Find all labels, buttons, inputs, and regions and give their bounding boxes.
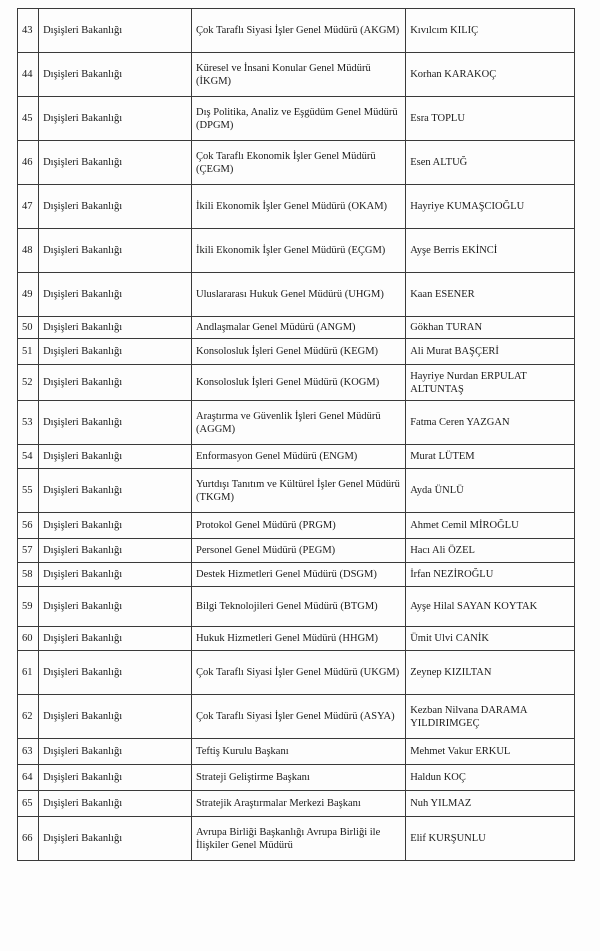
name-cell: Murat LÜTEM bbox=[406, 445, 575, 469]
ministry-cell: Dışişleri Bakanlığı bbox=[39, 791, 192, 817]
table-row bbox=[18, 563, 575, 587]
table-row bbox=[18, 9, 575, 53]
name-cell: Nuh YILMAZ bbox=[406, 791, 575, 817]
ministry-cell: Dışişleri Bakanlığı bbox=[39, 469, 192, 513]
name-cell: Esen ALTUĞ bbox=[406, 141, 575, 185]
name-cell: Hacı Ali ÖZEL bbox=[406, 539, 575, 563]
ministry-cell: Dışişleri Bakanlığı bbox=[39, 97, 192, 141]
unit-cell: Uluslararası Hukuk Genel Müdürü (UHGM) bbox=[192, 273, 406, 317]
name-cell: Ayşe Berris EKİNCİ bbox=[406, 229, 575, 273]
unit-cell: Strateji Geliştirme Başkanı bbox=[192, 765, 406, 791]
row-number: 43 bbox=[18, 9, 39, 53]
table-row bbox=[18, 229, 575, 273]
name-cell: Zeynep KIZILTAN bbox=[406, 651, 575, 695]
ministry-cell: Dışişleri Bakanlığı bbox=[39, 141, 192, 185]
name-cell: Hayriye KUMAŞCIOĞLU bbox=[406, 185, 575, 229]
name-cell: Hayriye Nurdan ERPULAT ALTUNTAŞ bbox=[406, 365, 575, 401]
unit-cell: Teftiş Kurulu Başkanı bbox=[192, 739, 406, 765]
table-row bbox=[18, 513, 575, 539]
unit-cell: Yurtdışı Tanıtım ve Kültürel İşler Genel Müdürü (TKGM) bbox=[192, 469, 406, 513]
row-number: 50 bbox=[18, 317, 39, 339]
unit-cell: Çok Taraflı Siyasi İşler Genel Müdürü (ASYA) bbox=[192, 695, 406, 739]
row-number: 53 bbox=[18, 401, 39, 445]
row-number: 59 bbox=[18, 587, 39, 627]
unit-cell: Destek Hizmetleri Genel Müdürü (DSGM) bbox=[192, 563, 406, 587]
ministry-cell: Dışişleri Bakanlığı bbox=[39, 651, 192, 695]
table-row bbox=[18, 791, 575, 817]
table-row bbox=[18, 317, 575, 339]
row-number: 51 bbox=[18, 339, 39, 365]
unit-cell: Çok Taraflı Siyasi İşler Genel Müdürü (AKGM) bbox=[192, 9, 406, 53]
unit-cell: Çok Taraflı Siyasi İşler Genel Müdürü (UKGM) bbox=[192, 651, 406, 695]
row-number: 49 bbox=[18, 273, 39, 317]
unit-cell: Küresel ve İnsani Konular Genel Müdürü (İKGM) bbox=[192, 53, 406, 97]
ministry-cell: Dışişleri Bakanlığı bbox=[39, 539, 192, 563]
ministry-cell: Dışişleri Bakanlığı bbox=[39, 229, 192, 273]
unit-cell: Protokol Genel Müdürü (PRGM) bbox=[192, 513, 406, 539]
name-cell: Esra TOPLU bbox=[406, 97, 575, 141]
unit-cell: Dış Politika, Analiz ve Eşgüdüm Genel Müdürü (DPGM) bbox=[192, 97, 406, 141]
name-cell: Fatma Ceren YAZGAN bbox=[406, 401, 575, 445]
unit-cell: Stratejik Araştırmalar Merkezi Başkanı bbox=[192, 791, 406, 817]
table-row bbox=[18, 765, 575, 791]
unit-cell: Çok Taraflı Ekonomik İşler Genel Müdürü (ÇEGM) bbox=[192, 141, 406, 185]
ministry-cell: Dışişleri Bakanlığı bbox=[39, 513, 192, 539]
row-number: 57 bbox=[18, 539, 39, 563]
row-number: 52 bbox=[18, 365, 39, 401]
ministry-cell: Dışişleri Bakanlığı bbox=[39, 273, 192, 317]
table-row bbox=[18, 651, 575, 695]
row-number: 54 bbox=[18, 445, 39, 469]
row-number: 63 bbox=[18, 739, 39, 765]
unit-cell: Araştırma ve Güvenlik İşleri Genel Müdürü (AGGM) bbox=[192, 401, 406, 445]
table-row bbox=[18, 273, 575, 317]
table-body bbox=[18, 9, 575, 861]
table-row bbox=[18, 469, 575, 513]
ministry-cell: Dışişleri Bakanlığı bbox=[39, 563, 192, 587]
row-number: 56 bbox=[18, 513, 39, 539]
row-number: 61 bbox=[18, 651, 39, 695]
name-cell: Ahmet Cemil MİROĞLU bbox=[406, 513, 575, 539]
row-number: 46 bbox=[18, 141, 39, 185]
name-cell: Kaan ESENER bbox=[406, 273, 575, 317]
name-cell: Mehmet Vakur ERKUL bbox=[406, 739, 575, 765]
table-row bbox=[18, 695, 575, 739]
table-row bbox=[18, 739, 575, 765]
unit-cell: Avrupa Birliği Başkanlığı Avrupa Birliği ile İlişkiler Genel Müdürü bbox=[192, 817, 406, 861]
unit-cell: Konsolosluk İşleri Genel Müdürü (KEGM) bbox=[192, 339, 406, 365]
ministry-cell: Dışişleri Bakanlığı bbox=[39, 9, 192, 53]
table-row bbox=[18, 445, 575, 469]
row-number: 66 bbox=[18, 817, 39, 861]
table-row bbox=[18, 97, 575, 141]
ministry-cell: Dışişleri Bakanlığı bbox=[39, 317, 192, 339]
ministry-cell: Dışişleri Bakanlığı bbox=[39, 53, 192, 97]
name-cell: Haldun KOÇ bbox=[406, 765, 575, 791]
appointments-table bbox=[17, 8, 575, 861]
table-row bbox=[18, 539, 575, 563]
name-cell: Ayşe Hilal SAYAN KOYTAK bbox=[406, 587, 575, 627]
unit-cell: Bilgi Teknolojileri Genel Müdürü (BTGM) bbox=[192, 587, 406, 627]
table-row bbox=[18, 817, 575, 861]
unit-cell: Enformasyon Genel Müdürü (ENGM) bbox=[192, 445, 406, 469]
name-cell: Korhan KARAKOÇ bbox=[406, 53, 575, 97]
row-number: 47 bbox=[18, 185, 39, 229]
unit-cell: Hukuk Hizmetleri Genel Müdürü (HHGM) bbox=[192, 627, 406, 651]
ministry-cell: Dışişleri Bakanlığı bbox=[39, 695, 192, 739]
table-row bbox=[18, 365, 575, 401]
row-number: 55 bbox=[18, 469, 39, 513]
name-cell: İrfan NEZİROĞLU bbox=[406, 563, 575, 587]
unit-cell: İkili Ekonomik İşler Genel Müdürü (EÇGM) bbox=[192, 229, 406, 273]
row-number: 45 bbox=[18, 97, 39, 141]
table-row bbox=[18, 627, 575, 651]
unit-cell: Personel Genel Müdürü (PEGM) bbox=[192, 539, 406, 563]
name-cell: Elif KURŞUNLU bbox=[406, 817, 575, 861]
name-cell: Ümit Ulvi CANİK bbox=[406, 627, 575, 651]
name-cell: Gökhan TURAN bbox=[406, 317, 575, 339]
ministry-cell: Dışişleri Bakanlığı bbox=[39, 401, 192, 445]
unit-cell: Andlaşmalar Genel Müdürü (ANGM) bbox=[192, 317, 406, 339]
ministry-cell: Dışişleri Bakanlığı bbox=[39, 627, 192, 651]
ministry-cell: Dışişleri Bakanlığı bbox=[39, 739, 192, 765]
row-number: 65 bbox=[18, 791, 39, 817]
ministry-cell: Dışişleri Bakanlığı bbox=[39, 817, 192, 861]
unit-cell: İkili Ekonomik İşler Genel Müdürü (OKAM) bbox=[192, 185, 406, 229]
ministry-cell: Dışişleri Bakanlığı bbox=[39, 765, 192, 791]
unit-cell: Konsolosluk İşleri Genel Müdürü (KOGM) bbox=[192, 365, 406, 401]
ministry-cell: Dışişleri Bakanlığı bbox=[39, 445, 192, 469]
row-number: 48 bbox=[18, 229, 39, 273]
table-row bbox=[18, 339, 575, 365]
ministry-cell: Dışişleri Bakanlığı bbox=[39, 185, 192, 229]
name-cell: Ali Murat BAŞÇERİ bbox=[406, 339, 575, 365]
row-number: 62 bbox=[18, 695, 39, 739]
table-row bbox=[18, 401, 575, 445]
name-cell: Kezban Nilvana DARAMA YILDIRIMGEÇ bbox=[406, 695, 575, 739]
table-row bbox=[18, 141, 575, 185]
row-number: 64 bbox=[18, 765, 39, 791]
ministry-cell: Dışişleri Bakanlığı bbox=[39, 587, 192, 627]
table-row bbox=[18, 53, 575, 97]
ministry-cell: Dışişleri Bakanlığı bbox=[39, 339, 192, 365]
table-row bbox=[18, 185, 575, 229]
row-number: 58 bbox=[18, 563, 39, 587]
row-number: 44 bbox=[18, 53, 39, 97]
table-row bbox=[18, 587, 575, 627]
name-cell: Ayda ÜNLÜ bbox=[406, 469, 575, 513]
ministry-cell: Dışişleri Bakanlığı bbox=[39, 365, 192, 401]
name-cell: Kıvılcım KILIÇ bbox=[406, 9, 575, 53]
row-number: 60 bbox=[18, 627, 39, 651]
